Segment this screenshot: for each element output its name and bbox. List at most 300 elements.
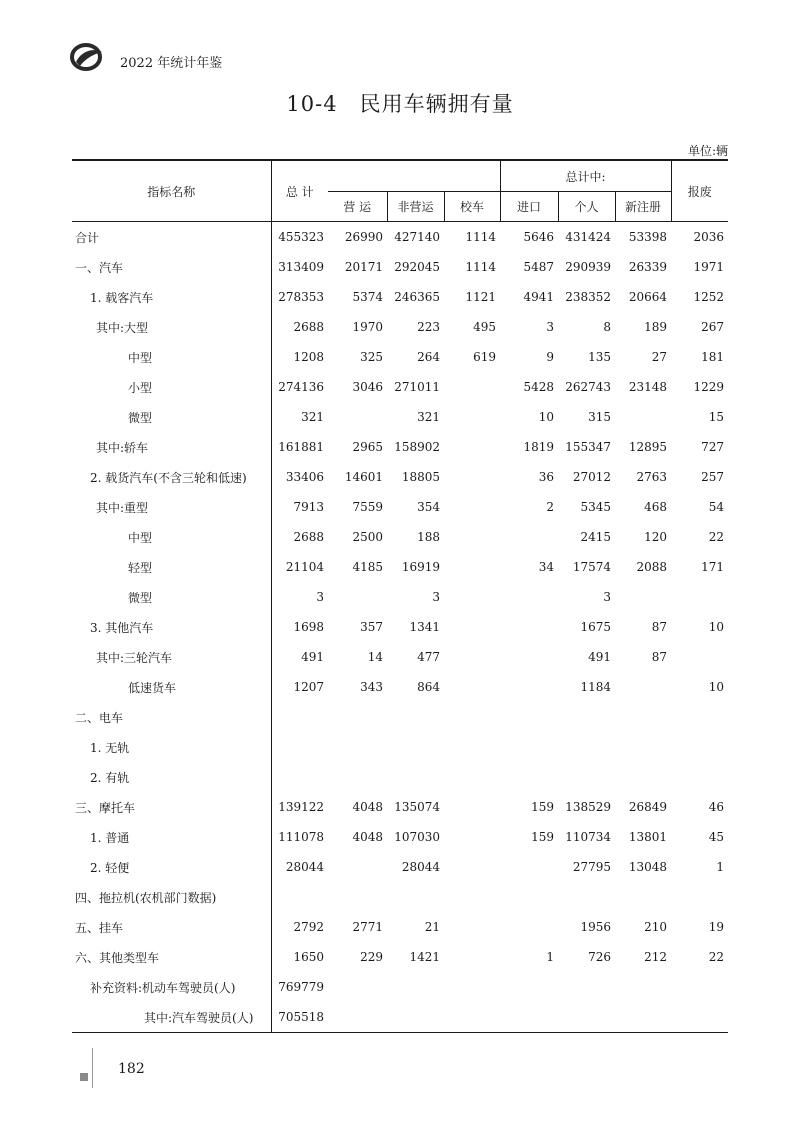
table-cell: [500, 852, 558, 882]
table-cell: [671, 732, 728, 762]
table-cell: 1956: [580, 920, 612, 934]
table-row: [72, 312, 728, 342]
table-cell: 13801: [628, 830, 668, 844]
row-label-text: 2. 有轨: [90, 770, 130, 785]
row-label-text: 2. 轻便: [90, 860, 130, 875]
table-cell: [671, 882, 728, 912]
table-cell: 15: [708, 410, 725, 424]
row-label-text: 补充资料:机动车驾驶员(人): [90, 980, 236, 995]
table-cell: 10: [538, 410, 555, 424]
table-row: [72, 222, 728, 253]
table-cell: 4185: [352, 560, 383, 574]
table-cell: [328, 1002, 387, 1033]
table-row: [72, 432, 728, 462]
yearbook-header: 2022 年统计年鉴: [120, 56, 223, 71]
header-scrapped: 报废: [671, 160, 728, 222]
table-cell: 2688: [293, 320, 324, 334]
table-cell: 46: [708, 800, 725, 814]
table-cell: [444, 822, 500, 852]
row-label: [72, 312, 271, 342]
table-cell: [444, 402, 500, 432]
table-cell: [444, 432, 500, 462]
table-cell: 1207: [293, 680, 324, 694]
table-cell: [444, 372, 500, 402]
header-total: 总 计: [271, 160, 328, 222]
table-cell: 1970: [352, 320, 383, 334]
table-cell: 1675: [580, 620, 612, 634]
table-cell: 257: [701, 470, 725, 484]
table-row: [72, 972, 728, 1002]
table-row: [72, 732, 728, 762]
row-label: [72, 702, 271, 732]
table-cell: 271011: [394, 380, 440, 394]
header-personal: 个人: [558, 192, 615, 222]
header-school-bus: 校车: [444, 192, 500, 222]
table-cell: [500, 912, 558, 942]
table-cell: 8: [603, 320, 612, 334]
table-cell: 357: [360, 620, 383, 634]
row-label-text: 2. 载货汽车(不含三轮和低速): [90, 470, 247, 485]
table-cell: [444, 972, 500, 1002]
table-cell: [500, 732, 558, 762]
table-cell: 455323: [278, 230, 324, 244]
table-cell: 495: [473, 320, 497, 334]
table-cell: 159: [531, 800, 555, 814]
table-cell: [615, 702, 671, 732]
table-cell: 292045: [394, 260, 440, 274]
table-cell: 1184: [580, 680, 612, 694]
table-cell: 5374: [352, 290, 383, 304]
table-cell: 1121: [465, 290, 497, 304]
table-cell: 2792: [293, 920, 324, 934]
table-cell: [444, 612, 500, 642]
footer-rule: [92, 1048, 93, 1088]
table-cell: [444, 462, 500, 492]
table-cell: [328, 402, 387, 432]
table-cell: 290939: [565, 260, 612, 274]
row-label: [72, 372, 271, 402]
row-label-text: 1. 普通: [90, 830, 130, 845]
table-row: [72, 372, 728, 402]
row-label-text: 三、摩托车: [75, 800, 136, 815]
table-cell: [328, 852, 387, 882]
row-label: [72, 732, 271, 762]
row-label: [72, 972, 271, 1002]
table-cell: [500, 522, 558, 552]
table-cell: 468: [644, 500, 668, 514]
table-cell: 135074: [394, 800, 440, 814]
table-cell: 27012: [572, 470, 612, 484]
footer-square-icon: [80, 1073, 88, 1081]
table-cell: 34: [538, 560, 555, 574]
table-cell: [671, 1002, 728, 1033]
table-cell: 3: [603, 590, 612, 604]
row-label-text: 其中:汽车驾驶员(人): [144, 1010, 254, 1025]
table-row: [72, 252, 728, 282]
header-indicator-name: 指标名称: [72, 160, 271, 222]
row-label-text: 微型: [128, 590, 153, 605]
table-cell: 28044: [401, 860, 440, 874]
table-cell: [387, 702, 444, 732]
table-cell: 21104: [285, 560, 324, 574]
table-cell: [671, 582, 728, 612]
table-row: [72, 822, 728, 852]
table-row: [72, 342, 728, 372]
table-cell: 87: [651, 650, 668, 664]
table-cell: [387, 762, 444, 792]
row-label: [72, 1002, 271, 1033]
table-cell: 53398: [628, 230, 668, 244]
row-label-text: 其中:三轮汽车: [96, 650, 173, 665]
table-cell: 321: [417, 410, 440, 424]
table-cell: 161881: [278, 440, 324, 454]
table-cell: 2965: [352, 440, 383, 454]
row-label: [72, 342, 271, 372]
header-of-total-group: 总计中:: [500, 160, 671, 192]
table-cell: [444, 702, 500, 732]
row-label-text: 其中:大型: [96, 320, 149, 335]
table-cell: [387, 972, 444, 1002]
row-label: [72, 222, 271, 253]
table-cell: 2763: [636, 470, 668, 484]
table-cell: 313409: [278, 260, 324, 274]
table-cell: 2: [546, 500, 555, 514]
table-cell: 267: [701, 320, 725, 334]
row-label-text: 五、挂车: [75, 920, 124, 935]
table-row: [72, 942, 728, 972]
table-row: [72, 882, 728, 912]
table-cell: 1208: [293, 350, 324, 364]
table-cell: [558, 732, 615, 762]
table-cell: 19: [708, 920, 725, 934]
table-cell: 5487: [523, 260, 555, 274]
table-cell: 181: [701, 350, 725, 364]
row-label: [72, 462, 271, 492]
table-cell: 14601: [344, 470, 383, 484]
table-cell: [271, 732, 328, 762]
table-cell: 189: [644, 320, 668, 334]
row-label-text: 四、拖拉机(农机部门数据): [75, 890, 217, 905]
table-cell: [444, 732, 500, 762]
unit-label: 单位:辆: [687, 144, 728, 158]
row-label-text: 1. 载客汽车: [90, 290, 154, 305]
table-cell: 2688: [293, 530, 324, 544]
row-label-text: 1. 无轨: [90, 740, 130, 755]
table-cell: 210: [644, 920, 668, 934]
table-cell: 45: [708, 830, 725, 844]
table-cell: 26849: [628, 800, 668, 814]
table-cell: 27795: [572, 860, 612, 874]
table-cell: 354: [417, 500, 440, 514]
table-cell: 2415: [580, 530, 612, 544]
table-cell: 1229: [693, 380, 725, 394]
table-cell: 111078: [278, 830, 324, 844]
table-row: [72, 1002, 728, 1033]
table-cell: 159: [531, 830, 555, 844]
row-label: [72, 852, 271, 882]
row-label: [72, 252, 271, 282]
table-cell: 33406: [285, 470, 324, 484]
row-label: [72, 582, 271, 612]
table-cell: 22: [708, 950, 725, 964]
table-cell: [500, 702, 558, 732]
table-cell: 2500: [352, 530, 383, 544]
table-cell: [444, 792, 500, 822]
row-label: [72, 612, 271, 642]
table-cell: 238352: [565, 290, 612, 304]
table-cell: [271, 762, 328, 792]
table-cell: [615, 762, 671, 792]
yearbook-logo-icon: [70, 42, 104, 72]
table-cell: [444, 1002, 500, 1033]
table-cell: [500, 972, 558, 1002]
table-cell: [500, 672, 558, 702]
table-cell: 28044: [285, 860, 324, 874]
table-cell: 36: [538, 470, 555, 484]
table-cell: 10: [708, 680, 725, 694]
table-cell: [558, 762, 615, 792]
table-cell: 26339: [628, 260, 668, 274]
table-cell: 20171: [344, 260, 383, 274]
vehicle-ownership-table: [72, 159, 728, 1033]
table-cell: 427140: [394, 230, 440, 244]
table-cell: 5345: [580, 500, 612, 514]
table-cell: 4048: [352, 800, 383, 814]
table-cell: 223: [417, 320, 440, 334]
page-number: 182: [118, 1061, 145, 1077]
table-cell: [500, 1002, 558, 1033]
table-cell: 12895: [628, 440, 668, 454]
table-cell: 4048: [352, 830, 383, 844]
table-cell: 1698: [293, 620, 324, 634]
table-cell: 246365: [394, 290, 440, 304]
table-cell: 278353: [278, 290, 324, 304]
table-cell: 10: [708, 620, 725, 634]
table-cell: [444, 642, 500, 672]
table-cell: 705518: [271, 1002, 328, 1033]
table-cell: [500, 582, 558, 612]
table-cell: 1114: [465, 260, 497, 274]
row-label-text: 一、汽车: [75, 260, 124, 275]
row-label-text: 六、其他类型车: [75, 950, 160, 965]
table-cell: 22: [708, 530, 725, 544]
row-label-text: 3. 其他汽车: [90, 620, 154, 635]
table-cell: 1114: [465, 230, 497, 244]
table-cell: 23148: [628, 380, 668, 394]
table-cell: 20664: [628, 290, 668, 304]
row-label: [72, 792, 271, 822]
table-cell: 107030: [394, 830, 440, 844]
table-cell: 135: [588, 350, 612, 364]
row-label: [72, 552, 271, 582]
table-cell: 171: [701, 560, 725, 574]
row-label: [72, 402, 271, 432]
table-cell: 13048: [628, 860, 668, 874]
table-cell: [444, 762, 500, 792]
table-cell: [500, 642, 558, 672]
table-cell: 7559: [352, 500, 383, 514]
table-cell: 325: [360, 350, 383, 364]
row-label-text: 二、电车: [75, 710, 124, 725]
table-cell: [500, 612, 558, 642]
row-label-text: 其中:重型: [96, 500, 149, 515]
table-cell: 864: [417, 680, 440, 694]
table-cell: [387, 882, 444, 912]
header-total-blank: [328, 160, 500, 192]
table-cell: [500, 762, 558, 792]
table-row: [72, 762, 728, 792]
table-cell: [271, 702, 328, 732]
table-cell: 1252: [693, 290, 725, 304]
table-cell: 1: [716, 860, 725, 874]
table-cell: [558, 882, 615, 912]
table-cell: 262743: [565, 380, 612, 394]
table-cell: 14: [367, 650, 383, 664]
row-label: [72, 882, 271, 912]
table-cell: 343: [360, 680, 383, 694]
table-cell: [328, 732, 387, 762]
table-cell: 769779: [278, 980, 324, 994]
table-cell: [387, 732, 444, 762]
table-row: [72, 492, 728, 522]
row-label: [72, 912, 271, 942]
table-cell: 229: [360, 950, 383, 964]
table-cell: 27: [651, 350, 668, 364]
table-cell: 491: [301, 650, 324, 664]
table-cell: [558, 972, 615, 1002]
table-cell: 727: [701, 440, 725, 454]
table-cell: 16919: [401, 560, 440, 574]
table-cell: 4941: [523, 290, 555, 304]
table-cell: 2771: [352, 920, 383, 934]
table-cell: [558, 702, 615, 732]
table-cell: 1: [546, 950, 555, 964]
table-cell: [558, 1002, 615, 1033]
table-cell: [671, 642, 728, 672]
table-cell: 2036: [693, 230, 725, 244]
table-cell: 110734: [565, 830, 612, 844]
row-label: [72, 942, 271, 972]
table-cell: 18805: [401, 470, 440, 484]
table-cell: 138529: [565, 800, 612, 814]
row-label-text: 合计: [75, 230, 100, 245]
table-cell: [615, 882, 671, 912]
table-cell: [328, 582, 387, 612]
row-label-text: 低速货车: [128, 680, 177, 695]
table-cell: 3046: [352, 380, 383, 394]
table-cell: [444, 882, 500, 912]
table-cell: 619: [473, 350, 497, 364]
table-cell: 2088: [636, 560, 668, 574]
row-label: [72, 522, 271, 552]
row-label: [72, 672, 271, 702]
table-cell: [615, 672, 671, 702]
table-row: [72, 582, 728, 612]
table-cell: 491: [588, 650, 612, 664]
table-cell: 7913: [293, 500, 324, 514]
table-cell: 5646: [523, 230, 555, 244]
table-row: [72, 552, 728, 582]
table-row: [72, 402, 728, 432]
header-commercial: 营 运: [328, 192, 387, 222]
table-cell: [328, 882, 387, 912]
table-cell: 431424: [565, 230, 612, 244]
table-cell: 3: [546, 320, 555, 334]
table-cell: 212: [644, 950, 668, 964]
table-cell: 139122: [278, 800, 324, 814]
table-cell: 21: [424, 920, 440, 934]
header-new-registration: 新注册: [615, 192, 671, 222]
table-cell: [328, 972, 387, 1002]
table-cell: 264: [417, 350, 440, 364]
table-cell: 120: [644, 530, 668, 544]
table-cell: [671, 702, 728, 732]
table-row: [72, 912, 728, 942]
table-cell: 54: [708, 500, 725, 514]
table-cell: [444, 912, 500, 942]
row-label: [72, 432, 271, 462]
table-row: [72, 672, 728, 702]
row-label: [72, 762, 271, 792]
table-row: [72, 702, 728, 732]
table-cell: 1421: [409, 950, 440, 964]
table-row: [72, 792, 728, 822]
table-cell: 1341: [409, 620, 440, 634]
table-cell: [615, 582, 671, 612]
table-cell: 1819: [523, 440, 555, 454]
row-label-text: 轻型: [128, 560, 153, 575]
header-noncommercial: 非营运: [387, 192, 444, 222]
row-label-text: 小型: [128, 380, 153, 395]
table-row: [72, 642, 728, 672]
table-cell: [444, 582, 500, 612]
table-cell: 3: [316, 590, 324, 604]
table-row: [72, 522, 728, 552]
table-cell: [444, 522, 500, 552]
table-cell: 5428: [523, 380, 555, 394]
row-label-text: 微型: [128, 410, 153, 425]
table-cell: [328, 702, 387, 732]
table-cell: [615, 972, 671, 1002]
table-cell: [387, 1002, 444, 1033]
table-row: [72, 852, 728, 882]
table-cell: [444, 852, 500, 882]
table-cell: 158902: [394, 440, 440, 454]
table-cell: 3: [432, 590, 440, 604]
table-cell: 1650: [293, 950, 324, 964]
table-cell: [271, 882, 328, 912]
table-cell: 274136: [278, 380, 324, 394]
table-row: [72, 612, 728, 642]
row-label-text: 中型: [128, 530, 153, 545]
table-cell: 726: [588, 950, 612, 964]
row-label: [72, 642, 271, 672]
table-cell: [615, 732, 671, 762]
table-row: [72, 462, 728, 492]
table-cell: 26990: [344, 230, 383, 244]
row-label: [72, 282, 271, 312]
table-row: [72, 282, 728, 312]
table-cell: [615, 402, 671, 432]
table-cell: [671, 762, 728, 792]
row-label-text: 中型: [128, 350, 153, 365]
table-cell: [500, 882, 558, 912]
table-cell: 155347: [565, 440, 612, 454]
table-cell: [444, 672, 500, 702]
table-cell: 1971: [693, 260, 725, 274]
row-label: [72, 822, 271, 852]
table-cell: 17574: [572, 560, 612, 574]
